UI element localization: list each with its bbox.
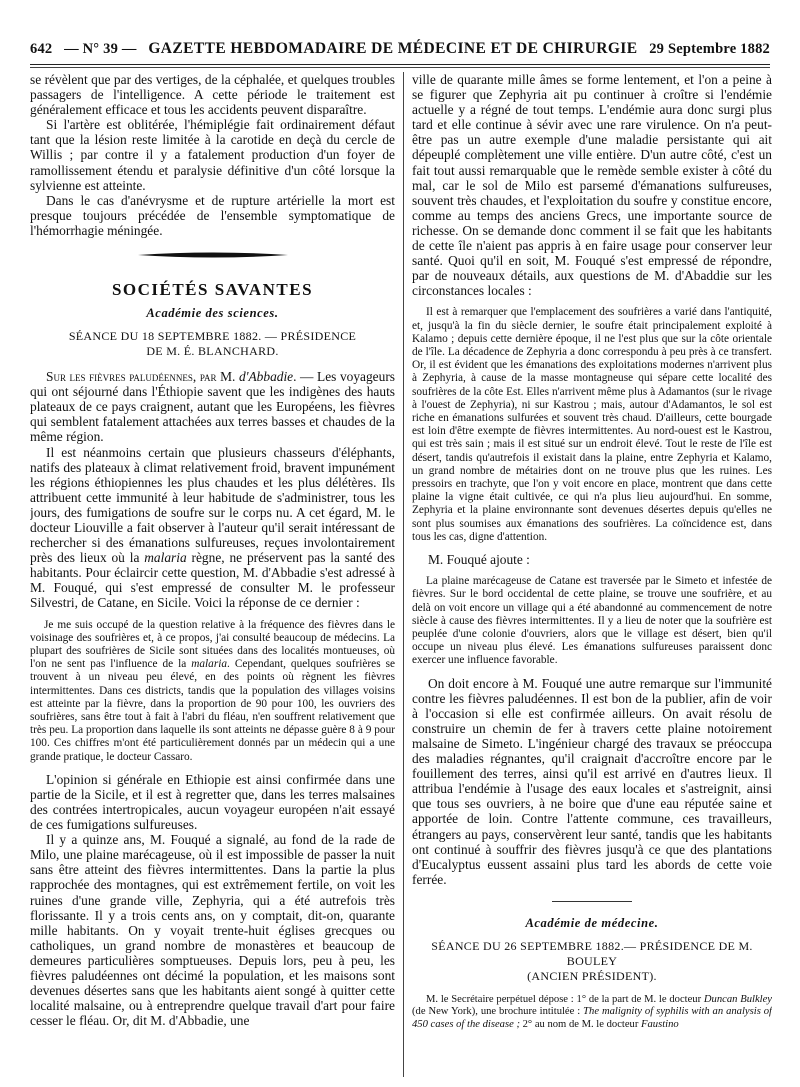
section-rule [552,901,632,902]
page-header [30,40,770,62]
column-divider [403,72,404,1077]
right-column [412,72,772,1077]
section-ornament [30,248,395,262]
text-run: Il est néanmoins certain que plusieurs chasseurs d'éléphants, natifs des plateaux à climat relativement froid, bravent impunément les régions éthiopiennes les plus chaudes et les plus délétères. Ils attribuent cette immunité à leur habitude de s'administrer, tous les jours, des fumigations de soufre sur le corps nu. A cet égard, M. le docteur Liouville a fait observer à l'auteur qu'il serait intéressant de rechercher si des émanations sulfureuses, reçues involontairement près des lieux où la [30,444,395,566]
issue-date: 29 Septembre 1882 [649,41,770,57]
academy-heading: Académie des sciences. [146,306,279,321]
text-run: (de New York), une brochure intitulée : [412,1006,584,1018]
left-column [30,72,395,1077]
session-heading [38,329,387,359]
session-line: DE M. É. BLANCHARD. [146,344,279,359]
author-name: d'Abbadie [238,369,294,385]
author-name: Duncan Bulkley [703,993,772,1005]
paragraph [30,445,395,611]
header-rule-thin [30,67,770,68]
text-run: M. le Secrétaire perpétuel dépose : 1° de la part de M. le docteur [426,993,704,1005]
session-line: (ANCIEN PRÉSIDENT). [527,968,657,983]
author-name: Faustino [641,1018,679,1030]
paragraph: L'opinion si générale en Ethiopie est ainsi confirmée dans une partie de la Sicile, et il est à regretter que, dans les terres malsaines des contrées intertropicales, aucun voyageur européen n'ait essayé de ces fumigations sulfureuses. [30,771,395,833]
academy-heading: Académie de médecine. [525,915,659,930]
paragraph: Dans le cas d'anévrysme et de rupture artérielle la mort est presque toujours précédée de l'ensemble symptomatique de l'hémorrhagie méningée. [30,192,395,238]
text-run: . Cependant, quelques soufrières se trouvent à un niveau peu élevé, en des points où règnent les fièvres intermittentes. Dans ces districts, tandis que la population des villages voisins est atteinte par la fièvre, dans la proportion de 90 pour 100, les ouvriers des soufrières, sans être tout à fait à l'abri du fléau, n'en souffrent relativement que très peu. La proportion dans laquelle ils sont atteints ne dépasse guère 8 à 9 pour 100. Ces chiffres m'ont été particulièrement donnés par un médecin qui a une grande pratique, le docteur Cassaro. [30,658,395,763]
journal-title: GAZETTE HEBDOMADAIRE DE MÉDECINE ET DE CHIRURGIE [148,40,638,57]
quoted-letter [30,619,395,764]
quoted-letter: La plaine marécageuse de Catane est traversée par le Simeto et infestée de fièvres. Sur le bord occidental de cette plaine, se trouve une soufrière, et au delà on voit encore un village qui a été abandonné au commencement de notre siècle à cause des fièvres intermittentes. Il y a lieu de noter que la soufrière est peuplée d'une colonie d'ouvriers, alors que le village est désert, bien qu'il occupe un niveau plus élevé. Les émanations sulfureuses paraissent donc exercer une influence favorable. [412,575,772,667]
paragraph [412,994,772,1031]
issue-number: — N° 39 — [64,41,137,57]
paragraph: Si l'artère est oblitérée, l'hémiplégie fait ordinairement défaut tant que la lésion reste limitée à la carotide en deçà du cercle de Willis ; par contre il y a fatalement production d'un foyer de ramollissement étendu et paralysie définitive d'un côté lorsque la sylvienne est atteinte. [30,117,395,193]
paragraph: On doit encore à M. Fouqué une autre remarque sur l'immunité contre les fièvres paludéennes. Il est bon de la publier, afin de voir à l'occasion si elle est confirmée ailleurs. On avait résolu de construire un chemin de fer à travers cette plaine notoirement malsaine de Simeto. L'ingénieur chargé des travaux se préoccupa des maladies régnantes, qu'il craignait d'accroître encore par le fouillement des terres, ainsi qu'il est arrivé en d'autres lieux. Il attribua l'endémie à l'usage des eaux locales et s'astreignit, ainsi que tous ses ouvriers, à ne boire que d'une eau réputée saine et apportée de loin. Contre l'attente commune, ces travailleurs, étrangers au pays, conservèrent leur santé, tandis que les habitants ont continué à souffrir des fièvres jusqu'à ce que des plantations d'Eucalyptus eussent assaini plus tard les abords de cette voie ferrée. [412,675,772,887]
text-run: Je me suis occupé de la question relative à la fréquence des fièvres dans le voisinage des soufrières et, à ce propos, j'ai consulté beaucoup de médecins. La plupart des soufrières de Sicile sont situées dans des localités montueuses, où l'on ne sent pas l'influence de la [30,618,395,671]
page-number: 642 [30,41,53,57]
article-lead: Sur les fièvres paludéennes, par M. [46,369,239,385]
session-heading [420,939,764,984]
header-rule [30,64,770,65]
text-run: règne, ne préservent pas la santé des habitants. Pour éclaircir cette question, M. d'Abbadie s'est adressé à M. Fouqué, qui s'est empressé de consulter M. le professeur Silvestri, de Catane, en Sicile. Voici la réponse de ce dernier : [30,550,395,611]
session-line: SÉANCE DU 18 SEPTEMBRE 1882. — PRÉSIDENCE [68,329,357,344]
paragraph: se révèlent que par des vertiges, de la céphalée, et quelques troubles passagers de l'intelligence. A cette période le traitement est généralement efficace et tous les accidents peuvent disparaître. [30,72,395,118]
section-title: SOCIÉTÉS SAVANTES [111,280,314,300]
quoted-letter: Il est à remarquer que l'emplacement des soufrières a varié dans l'antiquité, et, jusqu'à la fin du siècle dernier, le soufre était principalement exploité à Kalamo ; depuis cette dernière époque, il ne l'est plus que sur la côte orientale de l'île. La décadence de Zephyria a donc correspondu à peu près à ce transfert. Or, il est évident que les émanations des exploitations modernes n'arrivent plus à Zephyria, à cause de la masse montagneuse qui sépare cette localité des soufrières de la côte Est. Elles n'arrivent même plus à Adamantos (sur le rivage à l'ouest de Zephyria), ni sur Kastrou ; mais, autour d'Adamantos, le sol est riche en émanations sulfurées et souvent très chaud. D'ailleurs, cette bourgade est loin d'être exempte de fièvres intermittentes. Au nord-ouest est le Kastrou, qui est très sain ; mais il est situé sur un endroit élevé. Tout le reste de l'île est désert, tandis qu'autrefois il existait dans la plaine, entre Zephyria et Kalamo, un grand nombre de métairies dont on ne trouve plus que les ruines. Les pressoirs en trachyte, que l'on y voit encore en place, montrent que dans cette plaine la vigne était cultivée, ce qui n'a plus lieu aujourd'hui. En somme, Zephyria et la plaine environnante sont devenues désertes depuis qu'elles ne sont plus soumises aux émanations des soufrières. La coïncidence est, dans tous les cas, digne d'attention. [412,306,772,543]
paragraph: ville de quarante mille âmes se forme lentement, et l'on a peine à se figurer que Zephyria ait pu continuer à croître si l'endémie actuelle y a régné de tout temps. L'endémie aura donc surgi plus tard et elle continue à sévir avec une rare virulence. On n'a peut-être pas un autre exemple d'une maladie persistante qui ait dépeuplé complètement une ville entière. D'un autre côté, c'est un fait tout aussi remarquable que le remède semble exister à côté du mal, car le sol de Milo est parsemé d'émanations sulfureuses, souvent très chaudes, et l'exploitation du soufre y constitue encore, comme au temps des anciens Grecs, une importante source de richesse. On se demande donc comment il se fait que les habitants de cette île n'aient pas appris à en faire usage pour conserver leur santé. Quoi qu'il en soit, M. Fouqué s'est empressé de répondre, par de nouveaux détails, aux questions de M. d'Abaddie sur les circonstances locales : [412,72,772,299]
session-line: SÉANCE DU 26 SEPTEMBRE 1882.— PRÉSIDENCE DE M. BOULEY [431,938,753,968]
text-run: 2° au nom de M. le docteur [519,1018,642,1030]
italic-term: malaria [144,550,187,566]
text-run: . — Les voyageurs qui ont séjourné dans l'Éthiopie savent que les indigènes des hauts plateaux de ce pays craignent, autant que les Européens, les fièvres qui semblent fatalement attachées aux terres basses et chaudes de la même région. [30,369,395,445]
paragraph: Il y a quinze ans, M. Fouqué a signalé, au fond de la rade de Milo, une plaine marécageuse, où il est impossible de passer la nuit sans être atteint des fièvres intermittentes. Dans la partie la plus rapprochée des montagnes, qui est extrêmement fertile, on voit les ruines d'une grande ville, Zephyria, qui a été autrefois très florissante. Il y a trois cents ans, on y comptait, dit-on, quarante mille habitants. On y voyait trente-huit églises grecques ou catholiques, un grand nombre de monastères et beaucoup de demeures particulières somptueuses. Depuis lors, peu à peu, les fièvres paludéennes ont décimé la population, et les maisons sont devenues désertes sans que les habitants aient songé à quitter cette localité malsaine, ou à entreprendre quelque travail d'art pour faire cesser le fléau. Or, dit M. d'Abbadie, une [30,832,395,1029]
paragraph [30,369,395,444]
brochure-title: The malignity of syphilis with an analysis of 450 cases of the disease ; [412,1006,772,1030]
paragraph: M. Fouqué ajoute : [428,552,530,568]
italic-term: malaria [191,658,228,671]
